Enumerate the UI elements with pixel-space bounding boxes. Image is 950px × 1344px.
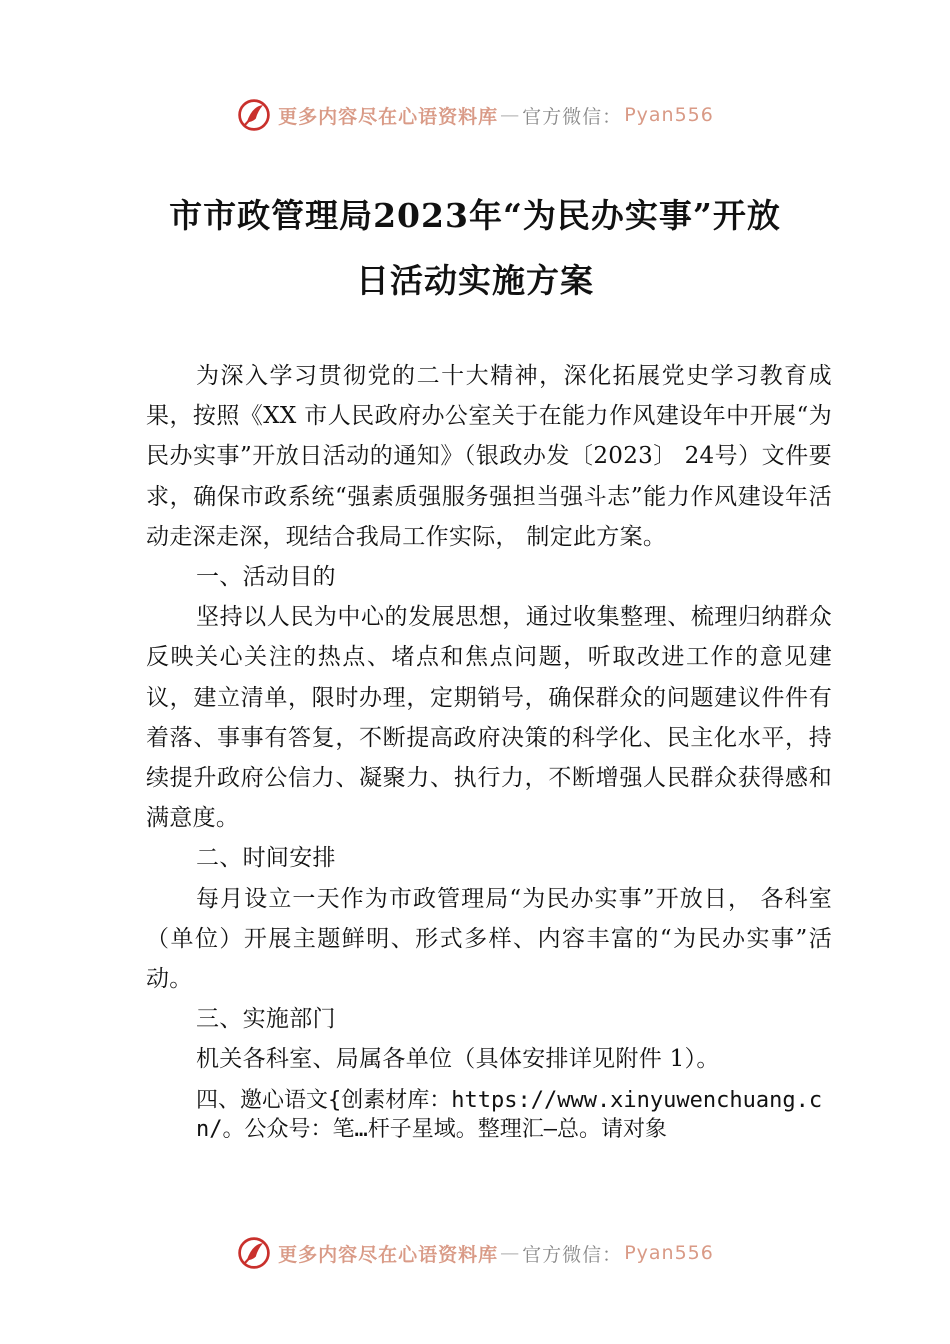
banner-wechat-id: Pyan556 [624, 1242, 714, 1264]
document-title-line-1: 市市政管理局2023年“为民办实事”开放 [169, 196, 781, 235]
intro-paragraph: 为深入学习贯彻党的二十大精神，深化拓展党史学习教育成果，按照《XX 市人民政府办公室关于在能力作风建设年中开展“为民办实事”开放日活动的通知》（银政办发〔2023〕 24号）文件要求，确保市政系统“强素质强服务强担当强斗志”能力作风建设年活动走深走深，现结合我局工作实际， 制定此方案。 [146, 363, 832, 550]
watermark-banner-top [0, 93, 950, 137]
section-heading-4: 四、邀心语文{创素材库：https://www.xinyuwenchuang.cn/。公众号：笔…杆子星域。整理汇—总。请对象 [196, 1087, 823, 1142]
section-heading-2: 二、时间安排 [196, 845, 336, 872]
banner-lead-text: 更多内容尽在心语资料库 [278, 105, 499, 128]
section-paragraph-2: 每月设立一天作为市政管理局“为民办实事”开放日， 各科室（单位）开展主题鲜明、形式多样、内容丰富的“为民办实事”活动。 [146, 885, 832, 993]
watermark-banner-bottom [0, 1231, 950, 1275]
ink-seal-logo-icon [236, 97, 272, 133]
banner-wechat-label: 官方微信： [522, 1243, 623, 1266]
banner-wechat-id: Pyan556 [624, 104, 714, 126]
banner-wechat-label: 官方微信： [522, 105, 623, 128]
section-paragraph-1: 坚持以人民为中心的发展思想，通过收集整理、梳理归纳群众反映关心关注的热点、堵点和焦点问题，听取改进工作的意见建议，建立清单，限时办理，定期销号，确保群众的问题建议件件有着落、事事有答复，不断提高政府决策的科学化、民主化水平，持续提升政府公信力、凝聚力、执行力，不断增强人民群众获得感和满意度。 [146, 604, 832, 832]
banner-dash: — [500, 104, 521, 126]
ink-seal-logo-icon [236, 1235, 272, 1271]
section-heading-3: 三、实施部门 [196, 1006, 336, 1033]
section-heading-1: 一、活动目的 [196, 564, 336, 591]
banner-lead-text: 更多内容尽在心语资料库 [278, 1243, 499, 1266]
banner-dash: — [500, 1242, 521, 1264]
document-body [146, 356, 832, 1144]
section-paragraph-3: 机关各科室、局属各单位（具体安排详见附件 1）。 [196, 1046, 720, 1073]
document-title-line-2: 日活动实施方案 [356, 261, 594, 300]
